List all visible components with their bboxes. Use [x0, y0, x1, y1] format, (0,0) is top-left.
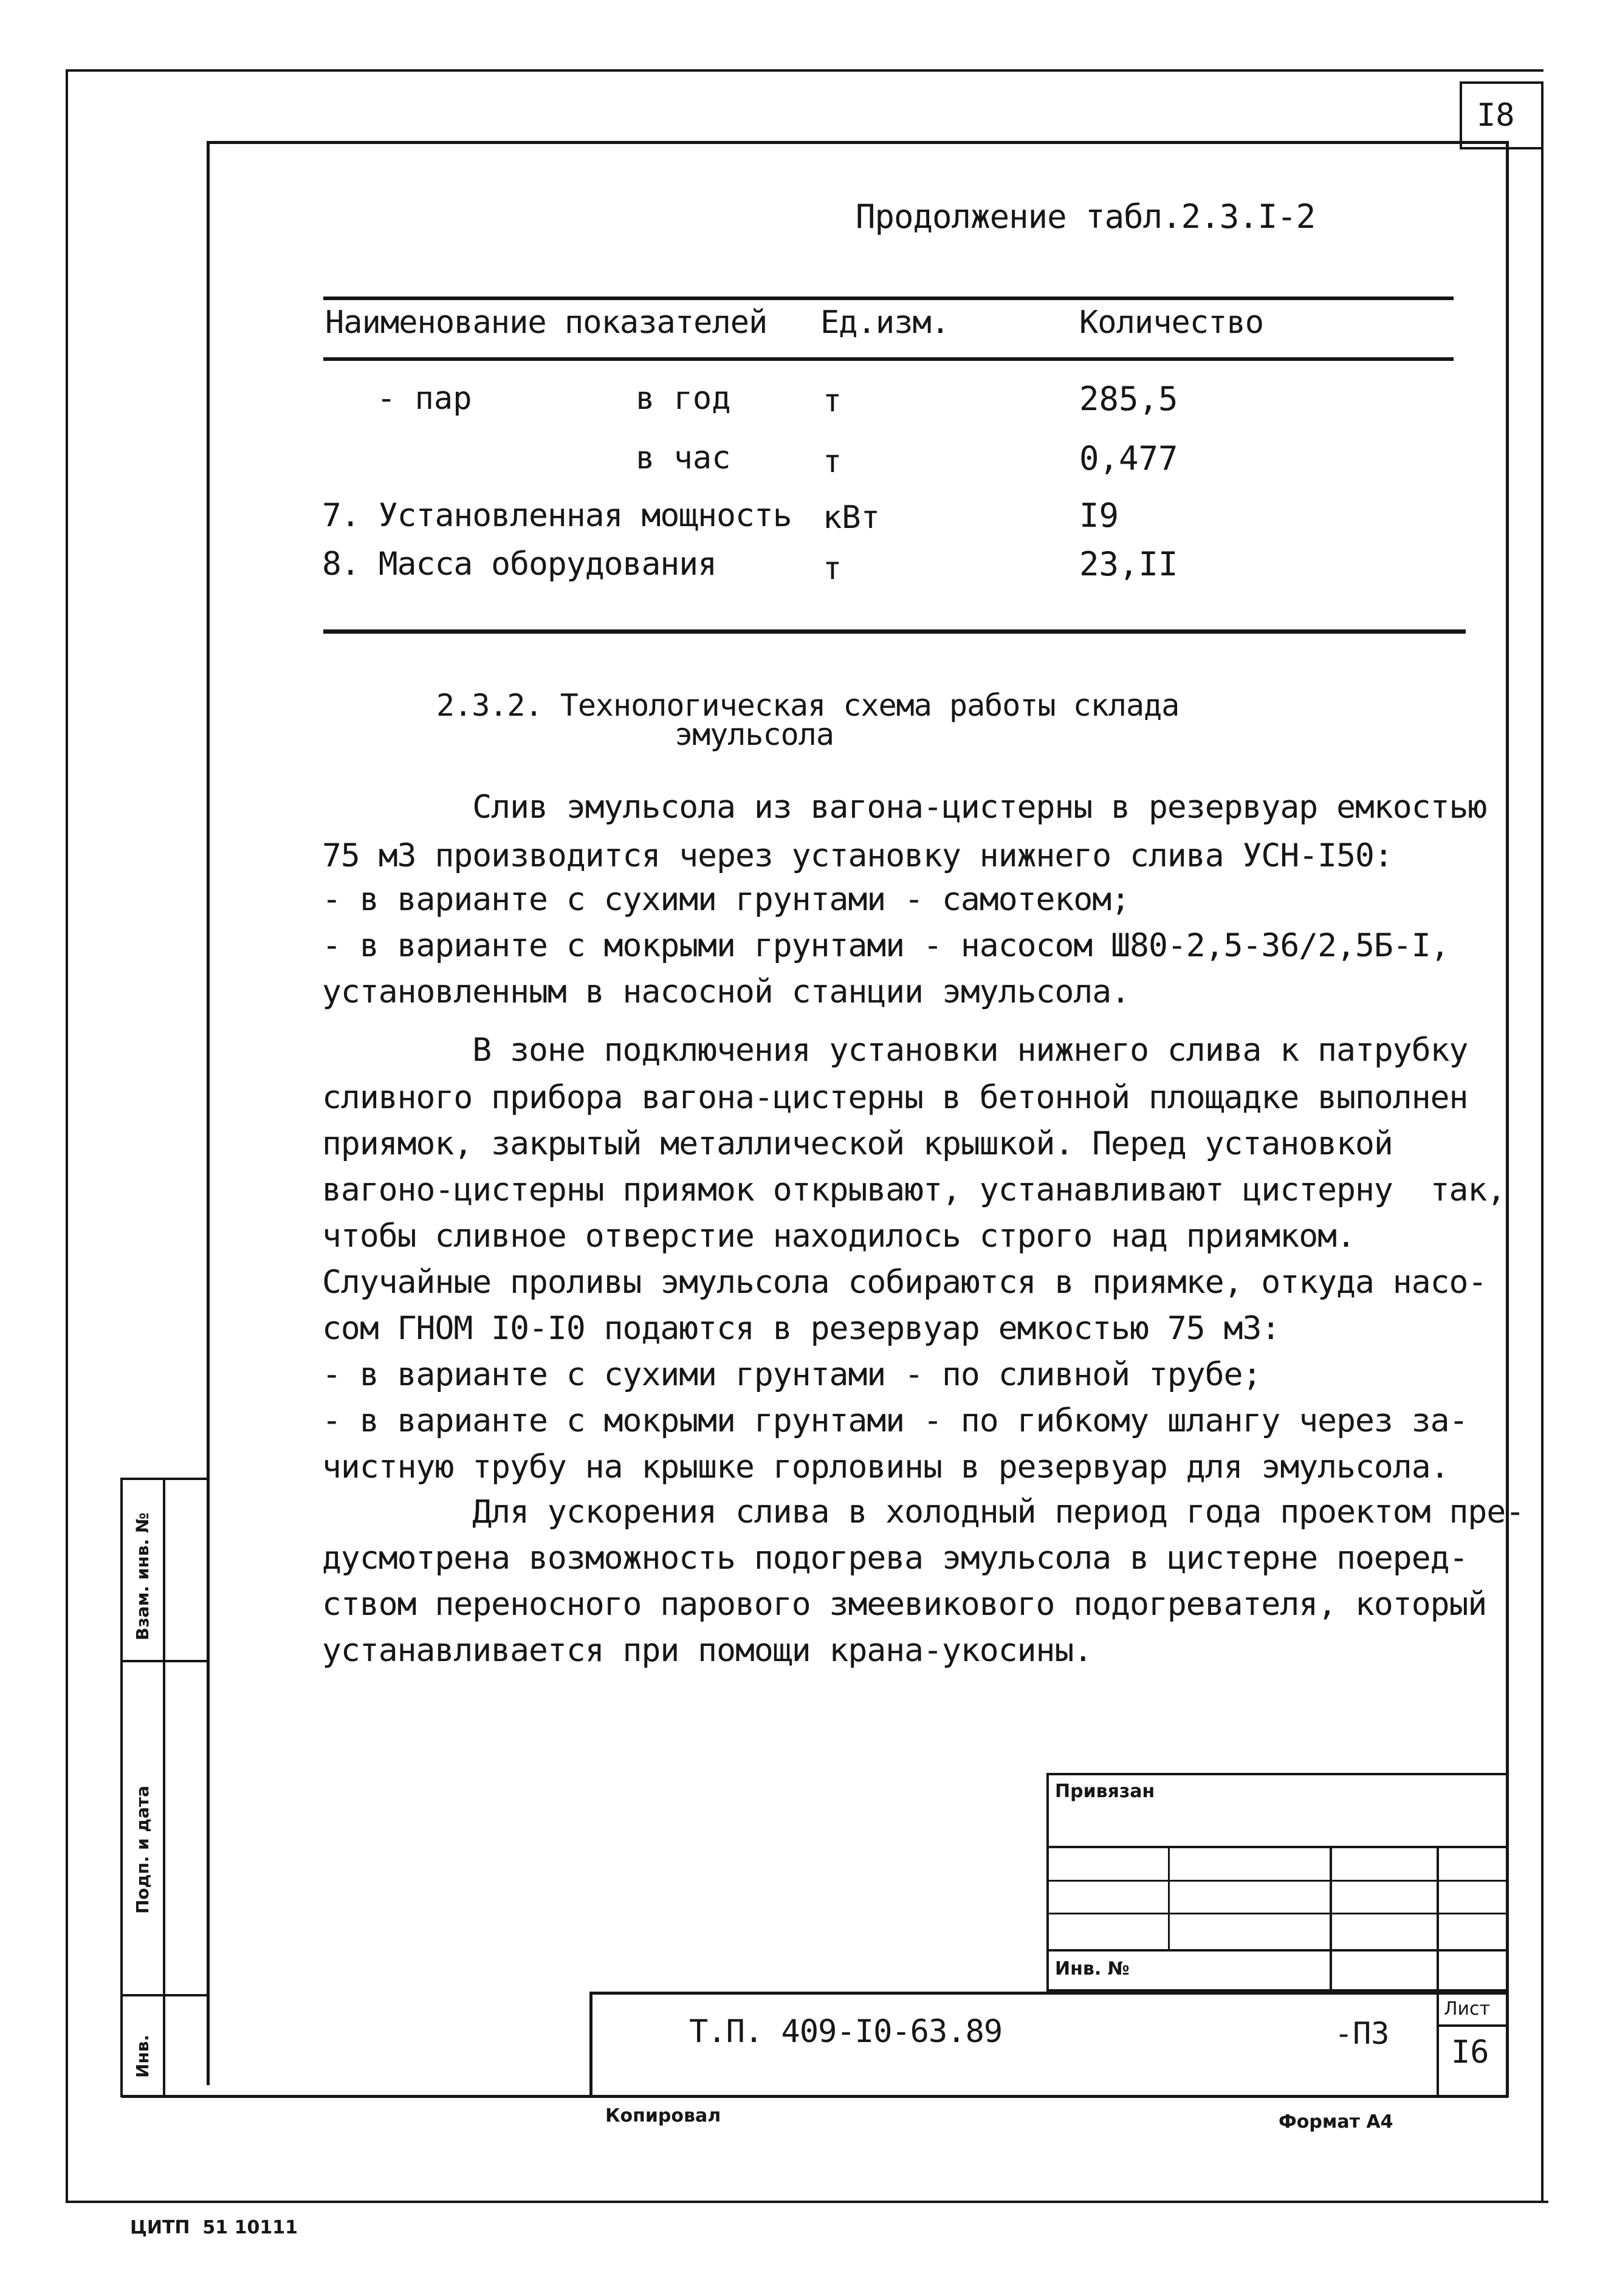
title-block-top [589, 1992, 1508, 1995]
para1-line2: 75 м3 производится через установку нижнего слива УСН-I50: [322, 837, 1393, 874]
stamp-col-line-1 [1168, 1846, 1170, 1952]
para2-line1: В зоне подключения установки нижнего слива к патрубку [322, 1032, 1468, 1069]
para2-line4: вагоно-цистерны приямок открывают, устанавливают цистерну так, [322, 1171, 1506, 1208]
table-row-2-sub: в час [636, 440, 731, 476]
table-header-quantity: Количество [1079, 304, 1264, 341]
doc-code: Т.П. 409-I0-63.89 [689, 2013, 1003, 2050]
table-header-name: Наименование показателей [325, 304, 768, 341]
side-divider-3 [120, 1994, 208, 1996]
table-bottom-rule [323, 629, 1466, 634]
para2-line7: сом ГНОМ I0-I0 подаются в резервуар емкостью 75 м3: [322, 1310, 1280, 1347]
table-row-1-value: 285,5 [1079, 380, 1178, 418]
para2-line8: - в варианте с сухими грунтами - по сливной трубе; [322, 1356, 1262, 1393]
table-header-rule [323, 357, 1454, 361]
page-number: I8 [1477, 97, 1515, 134]
table-row-1-name: - пар [377, 380, 472, 417]
sheet-cell-left [1437, 1992, 1439, 2096]
para2-line3: приямок, закрытый металлической крышкой. Перед установкой [322, 1125, 1393, 1162]
list-number: I6 [1451, 2034, 1489, 2071]
inner-frame-top [207, 141, 1507, 144]
stamp-row-line-2 [1046, 1880, 1508, 1882]
table-row-4-unit: т [823, 550, 842, 587]
table-row-4-value: 23,II [1079, 545, 1178, 583]
table-row-1-sub: в год [636, 380, 731, 417]
table-row-3-name: 7. Установленная мощность [322, 497, 792, 534]
para2-line5: чтобы сливное отверстие находилось строго над приямком. [322, 1218, 1355, 1255]
stamp-row-line-4 [1046, 1949, 1508, 1952]
stamp-col-line-3 [1437, 1846, 1439, 1992]
sheet-cell-divider [1437, 2024, 1508, 2027]
side-label-vzam: Взам. инв. № [132, 1512, 153, 1640]
tsitp-label: ЦИТП 51 10111 [130, 2217, 298, 2238]
page-number-box-right [1541, 81, 1544, 152]
table-caption: Продолжение табл.2.3.I-2 [856, 197, 1316, 236]
table-row-3-value: I9 [1079, 496, 1119, 535]
para2-line10: чистную трубу на крышке горловины в резервуар для эмульсола. [322, 1448, 1449, 1486]
list-label: Лист [1444, 1998, 1491, 2020]
sheet-code: -ПЗ [1334, 2016, 1390, 2051]
inner-frame-bottom [122, 2095, 1508, 2098]
table-row-3-unit: кВт [823, 499, 880, 536]
outer-frame-top [66, 69, 1544, 72]
title-block-left [589, 1992, 592, 2096]
table-row-2-unit: т [823, 444, 842, 480]
inner-frame-left [207, 141, 210, 2085]
stamp-row-line-3 [1046, 1913, 1508, 1914]
para2-line11: Для ускорения слива в холодный период года проектом пре- [322, 1493, 1525, 1530]
para1-line5: установленным в насосной станции эмульсола. [322, 973, 1130, 1010]
kopiroval-label: Копировал [605, 2105, 721, 2126]
para1-line4: - в варианте с мокрыми грунтами - насосом Ш80-2,5-36/2,5Б-I, [322, 927, 1449, 964]
table-row-1-unit: т [823, 383, 842, 419]
side-label-podp: Подп. и дата [132, 1785, 153, 1914]
para1-line1: Слив эмульсола из вагона-цистерны в резервуар емкостью [322, 789, 1487, 826]
side-column-right [163, 1478, 165, 2097]
stamp-row-line-1 [1046, 1846, 1508, 1848]
para1-line3: - в варианте с сухими грунтами - самотеком; [322, 881, 1130, 918]
side-column-left [120, 1478, 123, 2097]
side-divider-2 [120, 1660, 208, 1662]
stamp-privyazan-label: Привязан [1055, 1781, 1155, 1802]
para2-line2: сливного прибора вагона-цистерны в бетонной площадке выполнен [322, 1079, 1468, 1116]
stamp-col-line-2 [1330, 1846, 1332, 1992]
section-heading-line2: эмульсола [675, 717, 834, 752]
para2-line13: ством переносного парового змеевикового подогревателя, который [322, 1586, 1487, 1623]
format-label: Формат А4 [1279, 2111, 1393, 2133]
table-header-unit: Ед.изм. [820, 304, 950, 341]
table-row-4-name: 8. Масса оборудования [322, 546, 717, 583]
table-top-rule [323, 296, 1454, 300]
para2-line12: дусмотрена возможность подогрева эмульсола в цистерне поеред- [322, 1540, 1468, 1577]
outer-frame-bottom [66, 2201, 1548, 2203]
table-row-2-value: 0,477 [1079, 439, 1178, 478]
side-label-inv: Инв. [132, 2034, 153, 2078]
para2-line9: - в варианте с мокрыми грунтами - по гибкому шлангу через за- [322, 1402, 1468, 1439]
outer-frame-right [1541, 152, 1544, 2202]
para2-line14: устанавливается при помощи крана-укосины. [322, 1632, 1093, 1669]
outer-frame-left [66, 69, 68, 2202]
para2-line6: Случайные проливы эмульсола собираются в приямке, откуда насо- [322, 1264, 1487, 1301]
section-heading-line1: 2.3.2. Технологическая схема работы склада [436, 688, 1180, 723]
side-divider-1 [120, 1478, 208, 1480]
stamp-inv-no-label: Инв. № [1055, 1958, 1130, 1979]
